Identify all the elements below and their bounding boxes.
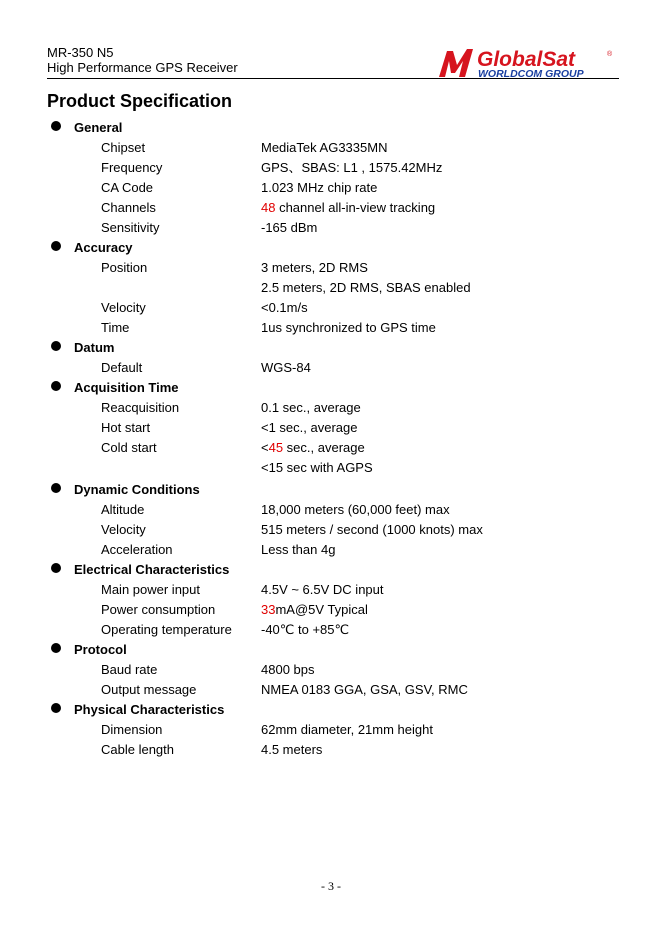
highlight-number: 48 [261, 200, 276, 215]
section-heading: General [74, 120, 123, 135]
spec-row-ca-code [47, 178, 619, 198]
globalsat-logo [437, 47, 615, 79]
section-electrical-characteristics [47, 560, 619, 580]
spec-value [261, 198, 435, 218]
highlight-number: 45 [268, 440, 284, 455]
spec-value [261, 600, 368, 620]
spec-list [47, 118, 619, 760]
header-rule [47, 78, 619, 79]
spec-row-cable-length [47, 740, 619, 760]
bullet-icon [51, 643, 61, 653]
spec-row-hot-start [47, 418, 619, 438]
spec-row-operating-temperature [47, 620, 619, 640]
spec-label: Altitude [101, 502, 145, 517]
spec-value: -40℃ to +85℃ [261, 622, 350, 637]
spec-label: Main power input [101, 582, 200, 597]
spec-row-power-consumption [47, 600, 619, 620]
section-heading: Datum [74, 340, 115, 355]
spec-row-position [47, 258, 619, 278]
spec-row-time [47, 318, 619, 338]
spec-value: 4.5 meters [261, 742, 323, 757]
spec-label: Hot start [101, 420, 151, 435]
section-accuracy [47, 238, 619, 258]
globalsat-emblem-icon [439, 49, 473, 77]
value-text: sec., average [283, 440, 365, 455]
spec-label: Cable length [101, 742, 174, 757]
spec-value: 1us synchronized to GPS time [261, 320, 436, 335]
section-heading: Dynamic Conditions [74, 482, 200, 497]
spec-label: CA Code [101, 180, 154, 195]
header-model: MR-350 N5 [47, 45, 114, 60]
spec-row-altitude [47, 500, 619, 520]
spec-value: 4.5V ~ 6.5V DC input [261, 582, 384, 597]
spec-row-output-message [47, 680, 619, 700]
spec-value: 0.1 sec., average [261, 400, 361, 415]
spec-value: Less than 4g [261, 542, 336, 557]
bullet-icon [51, 563, 61, 573]
spec-value: 62mm diameter, 21mm height [261, 722, 433, 737]
logo-wordmark: GlobalSat [477, 48, 576, 71]
page-number: - 3 - [321, 879, 341, 893]
spec-row-main-power [47, 580, 619, 600]
section-protocol [47, 640, 619, 660]
section-acquisition-time [47, 378, 619, 398]
spec-value: 1.023 MHz chip rate [261, 180, 378, 195]
bullet-icon [51, 381, 61, 391]
spec-row-dimension [47, 720, 619, 740]
section-heading: Physical Characteristics [74, 702, 225, 717]
spec-row-dynamic-velocity [47, 520, 619, 540]
spec-value: <15 sec with AGPS [261, 460, 373, 475]
page-title: Product Specification [47, 91, 233, 111]
spec-label: Position [101, 260, 148, 275]
spec-row-cold-start [47, 438, 619, 458]
spec-value: 4800 bps [261, 662, 315, 677]
spec-label: Dimension [101, 722, 163, 737]
spec-label: Time [101, 320, 130, 335]
value-text: mA@5V Typical [275, 602, 368, 617]
value-text: channel all-in-view tracking [275, 200, 436, 215]
spec-row-channels [47, 198, 619, 218]
spec-row-chipset [47, 138, 619, 158]
spec-row-cold-start-agps [47, 458, 619, 478]
spec-value: WGS-84 [261, 360, 311, 375]
spec-value: -165 dBm [261, 220, 318, 235]
value-text: < [261, 440, 269, 455]
spec-label: Output message [101, 682, 197, 697]
spec-label: Operating temperature [101, 622, 232, 637]
spec-label: Cold start [101, 440, 157, 455]
section-dynamic-conditions [47, 480, 619, 500]
section-datum [47, 338, 619, 358]
spec-label: Velocity [101, 522, 146, 537]
spec-value: GPS、SBAS: L1 , 1575.42MHz [261, 160, 443, 175]
spec-row-velocity [47, 298, 619, 318]
spec-label: Channels [101, 200, 156, 215]
spec-row-sensitivity [47, 218, 619, 238]
highlight-number: 33 [261, 602, 276, 617]
spec-label: Default [101, 360, 143, 375]
section-heading: Accuracy [74, 240, 133, 255]
section-general [47, 118, 619, 138]
spec-label: Chipset [101, 140, 146, 155]
spec-value: 515 meters / second (1000 knots) max [261, 522, 483, 537]
spec-label: Velocity [101, 300, 146, 315]
spec-row-position-sbas [47, 278, 619, 298]
spec-label: Power consumption [101, 602, 216, 617]
spec-label: Baud rate [101, 662, 158, 677]
spec-value: NMEA 0183 GGA, GSA, GSV, RMC [261, 682, 468, 697]
spec-row-default [47, 358, 619, 378]
section-heading: Acquisition Time [74, 380, 179, 395]
bullet-icon [51, 241, 61, 251]
spec-label: Reacquisition [101, 400, 180, 415]
spec-value [261, 438, 365, 458]
spec-row-reacquisition [47, 398, 619, 418]
bullet-icon [51, 341, 61, 351]
logo-registered-mark: ® [607, 51, 613, 58]
spec-value: MediaTek AG3335MN [261, 140, 388, 155]
section-heading: Protocol [74, 642, 127, 657]
spec-label: Acceleration [101, 542, 173, 557]
spec-row-acceleration [47, 540, 619, 560]
spec-label: Frequency [101, 160, 163, 175]
spec-value: 18,000 meters (60,000 feet) max [261, 502, 450, 517]
section-heading: Electrical Characteristics [74, 562, 230, 577]
spec-label: Sensitivity [101, 220, 160, 235]
spec-row-frequency [47, 158, 619, 178]
spec-value: <0.1m/s [261, 300, 308, 315]
spec-value: 3 meters, 2D RMS [261, 260, 368, 275]
bullet-icon [51, 483, 61, 493]
spec-row-baud-rate [47, 660, 619, 680]
bullet-icon [51, 121, 61, 131]
spec-value: 2.5 meters, 2D RMS, SBAS enabled [261, 280, 471, 295]
spec-value: <1 sec., average [261, 420, 358, 435]
section-physical-characteristics [47, 700, 619, 720]
page-header [47, 45, 619, 79]
logo-subtext: WORLDCOM GROUP [478, 68, 584, 79]
header-subtitle: High Performance GPS Receiver [47, 60, 238, 75]
bullet-icon [51, 703, 61, 713]
